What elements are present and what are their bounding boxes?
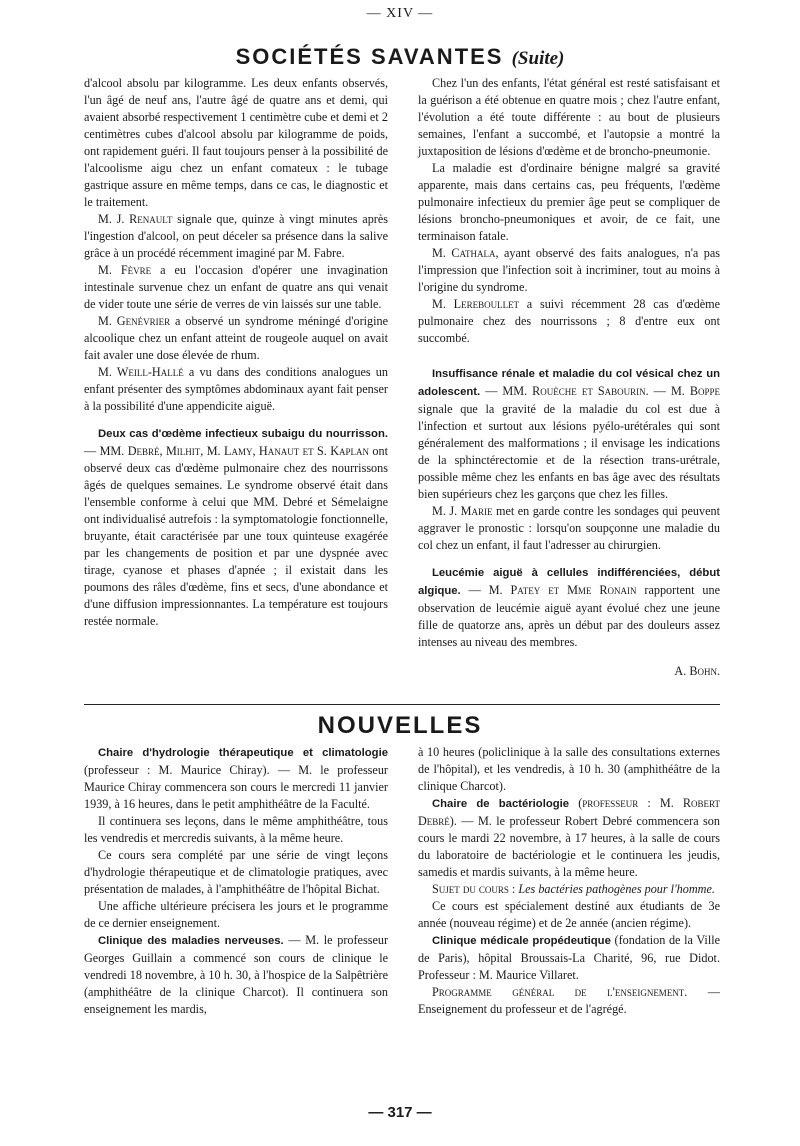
article-heading: Chaire d'hydrologie thérapeutique et climatologie — [98, 747, 388, 759]
paragraph — [84, 364, 388, 415]
paragraph: d'alcool absolu par kilogramme. Les deux enfants observés, l'un âgé de neuf ans, l'autre âgé de quatre ans et demi, qui avaient absorbé respectivement 1 centimètre cube et demi et 2 centimètres cubes d'alcool absolu par kilogramme de poids, ont rapidement guéri. Il faut toujours penser à la possibilité de l'alcoolisme aigu chez un enfant comateux : le tubage gastrique assure en même temps, dans ce cas, le diagnostic et le traitement. — [84, 76, 388, 209]
paragraph-text: — M. le professeur Robert Debré commencera son cours le mardi 22 novembre, à 17 heures, à la salle de cours du laboratoire de bactériologie et le continuera les jeudis, samedis et mardis suivants, à la même heure. — [418, 814, 720, 879]
paragraph — [418, 881, 720, 898]
paragraph-text: a suivi récemment 28 cas d'œdème pulmonaire chez des nourrissons ; 8 d'entre eux ont succombé. — [418, 297, 720, 345]
paragraph-text: rapportent une observation de leucémie aiguë ayant évolué chez une jeune fille de quatorze ans, après un début par des douleurs assez intenses au niveau des membres. — [418, 583, 720, 649]
paragraph — [418, 564, 720, 651]
paragraph — [418, 795, 720, 881]
speaker-name: M. J. Renault — [98, 212, 173, 226]
paragraph-text: — Enseignement du professeur et de l'agrégé. — [418, 985, 720, 1016]
article-heading: Clinique des maladies nerveuses. — [98, 935, 284, 947]
paragraph — [418, 296, 720, 347]
speaker-name: — MM. Rouèche et Sabourin. — [480, 384, 649, 398]
speaker-name: M. Weill-Hallé — [98, 365, 184, 379]
nouvelles-left-column — [84, 744, 388, 1018]
paragraph: à 10 heures (policlinique à la salle des consultations externes de l'hôpital), et les vendredis, à 10 h. 30 (amphithéâtre de la clinique Charcot). — [418, 745, 720, 793]
paragraph-text: met en garde contre les sondages qui peuvent aggraver le pronostic : lorsqu'on soupçonne une maladie du col chez un enfant, il faut l'adresser au chirurgien. — [418, 504, 720, 552]
paragraph — [418, 984, 720, 1018]
author-signature: A. Bohn. — [674, 664, 720, 678]
paragraph: Ce cours sera complété par une série de vingt leçons d'hydrologie thérapeutique et de climatologie pratiques, avec présentation de malades, à l'amphithéâtre de l'hôpital Bichat. — [84, 848, 388, 896]
page-roman-numeral: — XIV — — [366, 6, 434, 21]
paragraph-text: signale que la gravité de la maladie du col est due à l'infection et surtout aux lésions pyélo-urétérales qui sont généralement des malformations ; il envisage les indications de la sphinctérectomie et de la résection trans-urétrale, possible même chez les enfants en bas âge avec des résultats bien supérieurs chez les garçons que chez les filles. — [418, 402, 720, 501]
paragraph: Chez l'un des enfants, l'état général est resté satisfaisant et la guérison a été obtenue en quatre mois ; chez l'autre enfant, l'évolution a été toute différente : au bout de plusieurs semaines, l'enfant a succombé, et l'autopsie a montré la juxtaposition de lésions d'œdème et de broncho-pneumonie. — [418, 76, 720, 158]
program-label: Programme général de l'enseignement. — [432, 985, 688, 999]
paragraph: Une affiche ultérieure précisera les jours et le programme de ce dernier enseignement. — [84, 899, 388, 930]
speaker-name: M. Genévrier — [98, 314, 171, 328]
paragraph: Ce cours est spécialement destiné aux étudiants de 3e année (nouveau régime) et de 2e année (ancien régime). — [418, 899, 720, 930]
paragraph-text: a observé un syndrome méningé d'origine alcoolique chez un enfant atteint de rougeole auquel on avait fait avaler une dose élevée de rhum. — [84, 314, 388, 362]
paragraph — [84, 262, 388, 313]
paragraph — [418, 245, 720, 296]
societes-suite: (Suite) — [511, 48, 565, 69]
section-divider — [84, 704, 720, 705]
paragraph-text: (professeur : M. Maurice Chiray). — M. le professeur Maurice Chiray commencera son cours le mercredi 11 janvier 1939, à 16 heures, dans le petit amphithéâtre de la Faculté. — [84, 763, 388, 811]
paragraph — [418, 503, 720, 554]
paragraph — [84, 211, 388, 262]
course-subject-label: Sujet du cours : — [432, 882, 516, 896]
paragraph-text: ont observé deux cas d'œdème pulmonaire chez des nourrissons âgés de quelques semaines. Le syndrome observé était dans l'ensemble conforme à celui que MM. Debré et Sémelaigne ont individualisé autrefois : la symptomatologie fonctionnelle, bruyante, était caractérisée par une toux quinteuse exagérée par les changements de position et par une dyspnée avec tirage, cyanose et phases d'apnée ; il existait dans les poumons des râles d'œdème, fins et secs, d'une abondance et d'une diffusion impressionnantes. La température est toujours restée normale. — [84, 444, 388, 628]
speaker-name: M. Lereboullet — [432, 297, 520, 311]
paragraph: Il continuera ses leçons, dans le même amphithéâtre, tous les vendredis et mercredis suivants, à la même heure. — [84, 814, 388, 845]
speaker-name: — M. Boppe — [648, 384, 720, 398]
societes-title — [0, 44, 800, 70]
paragraph-text: signale que, quinze à vingt minutes après l'ingestion d'alcool, on peut déceler sa présence dans la salive grâce à un procédé récemment imaginé par M. Fabre. — [84, 212, 388, 260]
speaker-name: M. J. Marie — [432, 504, 493, 518]
article-heading: Clinique médicale propédeutique — [432, 935, 611, 947]
societes-left-column — [84, 75, 388, 630]
societes-right-column — [418, 75, 720, 680]
nouvelles-title: NOUVELLES — [317, 712, 483, 739]
paragraph — [84, 932, 388, 1018]
article-heading: Deux cas d'œdème infectieux subaigu du nourrisson. — [98, 428, 388, 440]
paragraph — [84, 425, 388, 630]
paragraph-text: a vu dans des conditions analogues un enfant présenter des symptômes abdominaux ayant fait penser à la possibilité d'une appendicite aiguë. — [84, 365, 388, 413]
paragraph-text: , ayant observé des faits analogues, n'a pas l'impression que l'infection soit à incriminer, tout au moins à l'origine du syndrome. — [418, 246, 721, 294]
speaker-name: — M. Patey et Mme Ronain — [460, 583, 637, 597]
paragraph: La maladie est d'ordinaire bénigne malgré sa gravité apparente, mais dans certains cas, peu fréquents, l'œdème pulmonaire infectieux du premier âge peut se compliquer de lésions broncho-pneumoniques et avoir, de ce fait, une terminaison fatale. — [418, 161, 720, 243]
page-number: — 317 — — [368, 1104, 432, 1121]
paragraph — [418, 365, 720, 503]
article-heading: Leucémie aiguë à cellules indifférenciées, début algique. — [418, 567, 720, 597]
paragraph-text: a eu l'occasion d'opérer une invagination intestinale survenue chez un enfant de quatre ans qui venait de vider toute une série de verres de vin laissés sur une table. — [84, 263, 388, 311]
paragraph — [84, 313, 388, 364]
paragraph-text: (fondation de la Ville de Paris), hôpital Broussais-La Charité, 96, rue Didot. Professeur : M. Maurice Villaret. — [418, 933, 721, 982]
speaker-name: M. Fèvre — [98, 263, 152, 277]
professor-name: (professeur : M. Robert Debré). — [418, 796, 720, 828]
course-subject: Les bactéries pathogènes pour l'homme. — [515, 882, 715, 896]
article-heading: Chaire de bactériologie — [432, 798, 570, 810]
paragraph-text: — M. le professeur Georges Guillain a commencé son cours de clinique le vendredi 18 novembre, à 10 h. 30, à l'hospice de la Salpêtrière (amphithéâtre de la clinique Charcot). Il continuera son enseignement les mardis, — [84, 933, 389, 1016]
nouvelles-right-column — [418, 744, 720, 1018]
article-heading: Insuffisance rénale et maladie du col vésical chez un adolescent. — [418, 368, 720, 398]
speaker-name: — MM. Debré, Milhit, M. Lamy, Hanaut et S. Kaplan — [84, 444, 370, 458]
societes-title-text: SOCIÉTÉS SAVANTES — [235, 44, 504, 69]
speaker-name: M. Cathala — [432, 246, 496, 260]
paragraph — [418, 932, 720, 984]
paragraph — [84, 744, 388, 813]
